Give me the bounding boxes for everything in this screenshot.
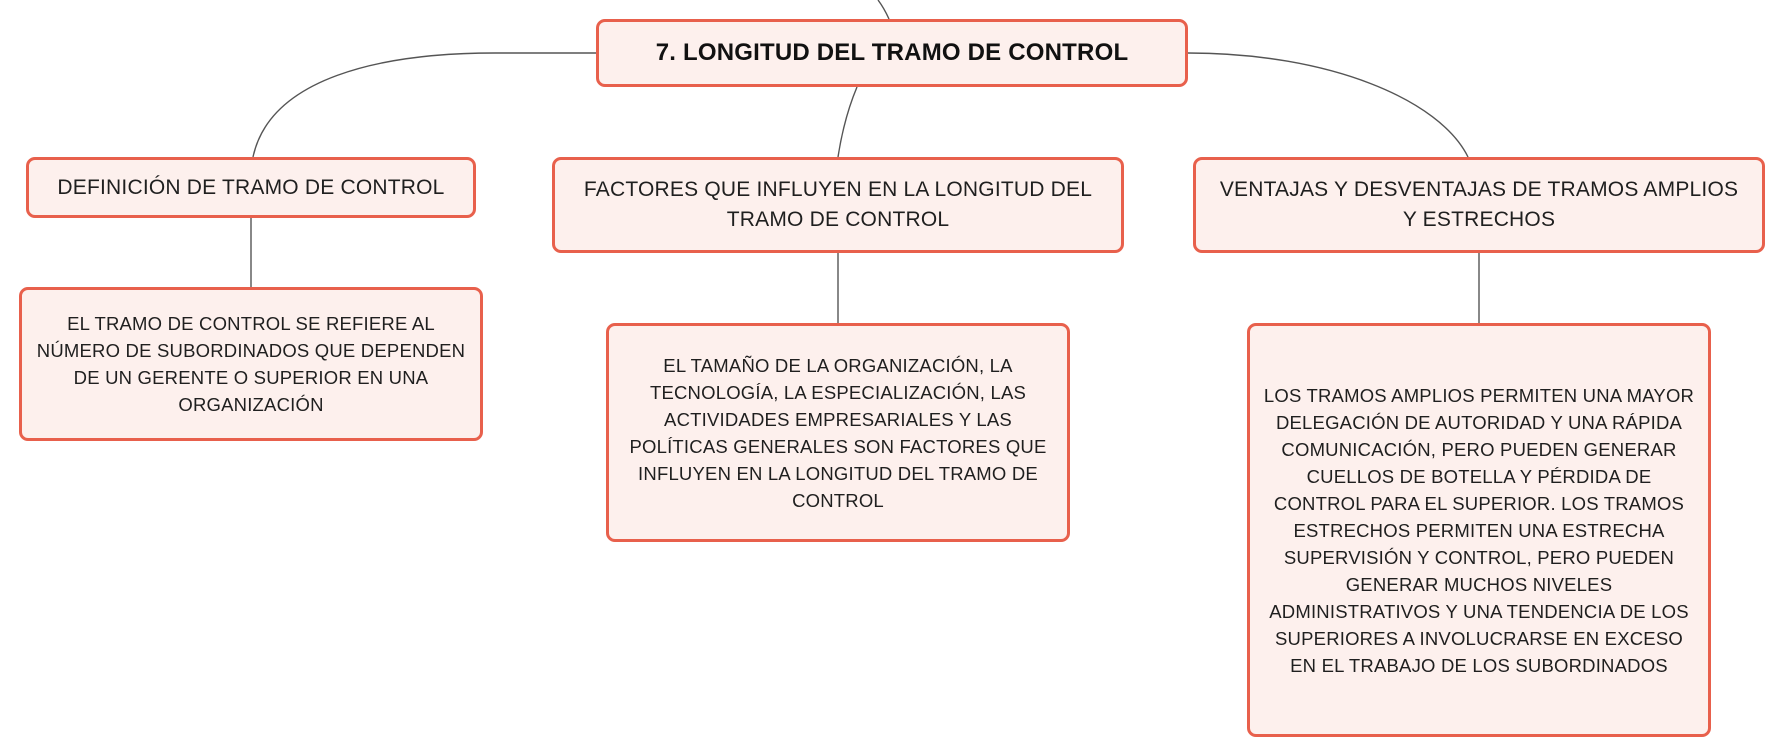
connector-root-to-topic-factores xyxy=(838,87,857,157)
detail-node-text: EL TAMAÑO DE LA ORGANIZACIÓN, LA TECNOLOGÍA, LA ESPECIALIZACIÓN, LAS ACTIVIDADES EMPRESARIALES Y LAS POLÍTICAS GENERALES SON FACTORES QUE INFLUYEN EN LA LONGITUD DEL TRAMO DE CONTROL xyxy=(629,354,1047,511)
topic-node-label: DEFINICIÓN DE TRAMO DE CONTROL xyxy=(57,175,445,199)
topic-node-factores[interactable] xyxy=(552,157,1124,253)
topic-node-label: VENTAJAS Y DESVENTAJAS DE TRAMOS AMPLIOS Y ESTRECHOS xyxy=(1219,178,1739,231)
detail-node-factores[interactable] xyxy=(606,323,1070,542)
topic-node-label: FACTORES QUE INFLUYEN EN LA LONGITUD DEL TRAMO DE CONTROL xyxy=(583,178,1093,231)
root-node-label: 7. LONGITUD DEL TRAMO DE CONTROL xyxy=(655,39,1129,66)
connector-root-to-topic-ventajas xyxy=(1188,53,1468,157)
root-node[interactable] xyxy=(596,19,1188,87)
topic-node-ventajas[interactable] xyxy=(1193,157,1765,253)
connector-root-to-topic-definicion xyxy=(253,53,596,157)
detail-node-ventajas[interactable] xyxy=(1247,323,1711,737)
topic-node-definicion[interactable] xyxy=(26,157,476,218)
detail-node-text: EL TRAMO DE CONTROL SE REFIERE AL NÚMERO DE SUBORDINADOS QUE DEPENDEN DE UN GERENTE O SUPERIOR EN UNA ORGANIZACIÓN xyxy=(36,313,466,415)
detail-node-definicion[interactable] xyxy=(19,287,483,441)
detail-node-text: LOS TRAMOS AMPLIOS PERMITEN UNA MAYOR DELEGACIÓN DE AUTORIDAD Y UNA RÁPIDA COMUNICACIÓN, PERO PUEDEN GENERAR CUELLOS DE BOTELLA Y PÉRDIDA DE CONTROL PARA EL SUPERIOR. LOS TRAMOS ESTRECHOS PERMITEN UNA ESTRECHA SUPERVISIÓN Y CONTROL, PERO PUEDEN GENERAR MUCHOS NIVELES ADMINISTRATIVOS Y UNA TENDENCIA DE LOS SUPERIORES A INVOLUCRARSE EN EXCESO EN EL TRABAJO DE LOS SUBORDINADOS xyxy=(1263,384,1695,676)
connector-parent-to-root xyxy=(878,0,889,19)
